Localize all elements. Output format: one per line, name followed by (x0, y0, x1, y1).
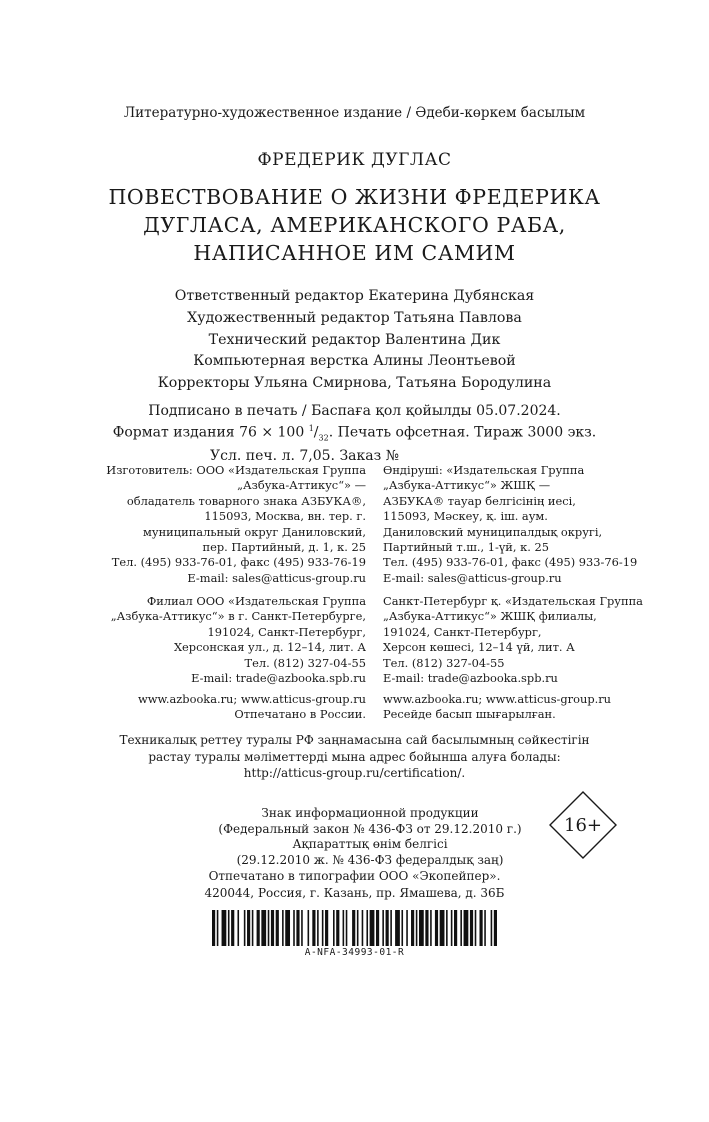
address-line: E-mail: sales@atticus-group.ru (187, 570, 366, 585)
address-line: „Азбука-Аттикус“» — (237, 478, 366, 493)
barcode-bar (382, 910, 384, 946)
barcode-bar (411, 910, 414, 946)
barcode-bar (435, 910, 438, 946)
title-line: НАПИСАННОЕ ИМ САМИМ (193, 241, 516, 265)
credit-line: Художественный редактор Татьяна Павлова (187, 309, 522, 326)
signed-date: Подписано в печать / Баспаға қол қойылды 05.07.2024. (148, 403, 561, 419)
editorial-credits (0, 286, 709, 395)
address-line: „Азбука-Аттикус“» ЖШҚ филиалы, (383, 609, 597, 624)
barcode-bar (464, 910, 469, 946)
barcode-bar (268, 910, 270, 946)
footer-ru (56, 692, 366, 723)
format-line: Формат издания 76 × 100 $^1/_{32}$. Печать офсетная. Тираж 3000 экз. (112, 424, 597, 443)
credit-line: Компьютерная верстка Алины Леонтьевой (193, 353, 516, 370)
barcode-bar (484, 910, 486, 946)
barcode-bar (333, 910, 335, 946)
address-line: Изготовитель: ООО «Издательская Группа (106, 463, 366, 477)
manufacturer-ru (56, 463, 366, 586)
info-sign-line: Ақпараттық өнім белгісі (292, 837, 448, 851)
address-line: Санкт-Петербург қ. «Издательская Группа (383, 594, 643, 608)
barcode-bar (401, 910, 403, 946)
website-line: www.azbooka.ru; www.atticus-group.ru (137, 692, 366, 706)
barcode-bar (352, 910, 355, 946)
address-line: E-mail: sales@atticus-group.ru (383, 570, 562, 585)
website-line: www.azbooka.ru; www.atticus-group.ru (383, 692, 612, 706)
barcode-bar (430, 910, 432, 946)
barcode-bar (231, 910, 234, 946)
address-line: пер. Партийный, д. 1, к. 25 (202, 540, 366, 555)
barcode-bar (460, 910, 462, 946)
barcode-bar (425, 910, 428, 946)
address-line: Тел. (495) 933-76-01, факс (495) 933-76-19 (383, 555, 638, 570)
barcode-bar (296, 910, 299, 946)
barcode-bar (312, 910, 315, 946)
format-denominator: 32 (318, 433, 329, 443)
barcode-bar (406, 910, 408, 946)
barcode-bar (228, 910, 230, 946)
footer-kz (383, 692, 693, 723)
barcode-bar (390, 910, 392, 946)
age-rating-badge (548, 790, 618, 860)
certification-line: Техникалық реттеу туралы РФ заңнамасына сай басылымның сәйкестігін (119, 733, 590, 747)
info-sign-line: (Федеральный закон № 436-ФЗ от 29.12.2010 г.) (218, 821, 522, 836)
info-sign-line: (29.12.2010 ж. № 436-ФЗ федералдық заң) (236, 852, 504, 867)
certification-line: http://atticus-group.ru/certification/. (243, 766, 466, 780)
edition-category: Литературно-художественное издание / Әдеби-көркем басылым (123, 105, 586, 121)
barcode-bar (491, 910, 493, 946)
barcode-bar (370, 910, 375, 946)
barcode-bar (366, 910, 368, 946)
barcode (212, 910, 497, 946)
address-line: АЗБУКА® тауар белгісінің иесі, (383, 493, 576, 508)
barcode-bar (395, 910, 400, 946)
barcode-bar (451, 910, 453, 946)
address-line: „Азбука-Аттикус“» ЖШҚ — (383, 478, 551, 493)
certification-notice (0, 732, 709, 782)
address-line: „Азбука-Аттикус“» в г. Санкт-Петербурге, (110, 609, 366, 624)
barcode-bar (276, 910, 279, 946)
printing-line: Отпечатано в типографии ООО «Экопейпер». (208, 869, 501, 883)
barcode-bar (217, 910, 219, 946)
barcode-bar (301, 910, 303, 946)
printed-in-line: Отпечатано в России. (234, 707, 366, 722)
barcode-bar (322, 910, 324, 946)
barcode-bar (416, 910, 418, 946)
imprint-block (0, 402, 709, 465)
branch-ru (56, 594, 366, 686)
sheets-line: Усл. печ. л. 7,05. Заказ № (210, 448, 399, 465)
barcode-bar (475, 910, 477, 946)
address-line: муниципальный округ Даниловский, (143, 524, 366, 539)
address-line: Тел. (495) 933-76-01, факс (495) 933-76-19 (111, 555, 366, 570)
address-line: 115093, Москва, вн. тер. г. (204, 509, 366, 524)
barcode-bar (261, 910, 266, 946)
certification-line: растау туралы мәліметтерді мына адрес бойынша алуға болады: (148, 749, 561, 764)
branch-kz (383, 594, 693, 686)
info-product-sign (200, 806, 540, 868)
title-line: ПОВЕСТВОВАНИЕ О ЖИЗНИ ФРЕДЕРИКА (108, 185, 601, 209)
barcode-bar (494, 910, 497, 946)
barcode-bar (343, 910, 345, 946)
printing-line: 420044, Россия, г. Казань, пр. Ямашева, д. 36Б (204, 885, 505, 900)
barcode-bar (325, 910, 328, 946)
barcode-number: A-NFA-34993-01-R (304, 947, 405, 958)
barcode-bar (285, 910, 290, 946)
barcode-bar (271, 910, 274, 946)
barcode-bar (222, 910, 227, 946)
address-line: E-mail: trade@azbooka.spb.ru (383, 671, 558, 686)
credit-line: Ответственный редактор Екатерина Дубянская (174, 288, 535, 304)
barcode-bar (386, 910, 389, 946)
address-line: Даниловский муниципалдық округі, (383, 524, 603, 539)
barcode-bar (308, 910, 310, 946)
book-author: ФРЕДЕРИК ДУГЛАС (257, 150, 452, 170)
barcode-bar (336, 910, 339, 946)
title-line: ДУГЛАСА, АМЕРИКАНСКОГО РАБА, (143, 213, 566, 237)
credit-line: Корректоры Ульяна Смирнова, Татьяна Бородулина (157, 375, 552, 392)
address-line: Өндіруші: «Издательская Группа (383, 463, 585, 477)
barcode-bar (419, 910, 424, 946)
printing-house (0, 868, 709, 901)
age-rating-text: 16+ (564, 815, 602, 836)
barcode-bar (357, 910, 359, 946)
address-line: E-mail: trade@azbooka.spb.ru (191, 671, 366, 686)
barcode-bar (252, 910, 254, 946)
barcode-bar (257, 910, 260, 946)
barcode-bar (362, 910, 364, 946)
barcode-bar (247, 910, 250, 946)
barcode-bar (346, 910, 348, 946)
barcode-bar (376, 910, 379, 946)
format-numerator: 1 (308, 424, 314, 433)
address-line: обладатель товарного знака АЗБУКА®, (126, 493, 366, 508)
barcode-bar (244, 910, 246, 946)
info-sign-line: Знак информационной продукции (261, 806, 479, 820)
barcode-bar (317, 910, 319, 946)
format-prefix: Формат издания 76 × 100 (112, 424, 309, 441)
printed-in-line: Ресейде басып шығарылған. (383, 707, 556, 722)
barcode-bar (440, 910, 445, 946)
address-line: 191024, Санкт-Петербург, (207, 624, 366, 639)
credit-line: Технический редактор Валентина Дик (208, 331, 501, 348)
barcode-bar (454, 910, 457, 946)
address-line: Партийный т.ш., 1-үй, к. 25 (383, 540, 549, 555)
barcode-bar (293, 910, 295, 946)
address-line: 115093, Мәскеу, қ. іш. аум. (383, 509, 548, 524)
barcode-bar (446, 910, 448, 946)
barcode-bar (237, 910, 239, 946)
address-line: Тел. (812) 327-04-55 (244, 655, 366, 670)
book-title (0, 183, 709, 267)
barcode-bar (282, 910, 284, 946)
barcode-bar (470, 910, 473, 946)
manufacturer-kz (383, 463, 693, 586)
address-line: 191024, Санкт-Петербург, (383, 624, 542, 639)
address-line: Херсон көшесі, 12–14 үй, лит. А (383, 640, 575, 655)
address-line: Тел. (812) 327-04-55 (383, 655, 505, 670)
barcode-bar (479, 910, 482, 946)
barcode-bar (212, 910, 215, 946)
address-line: Херсонская ул., д. 12–14, лит. А (173, 640, 366, 655)
address-line: Филиал ООО «Издательская Группа (146, 594, 366, 608)
format-suffix: . Печать офсетная. Тираж 3000 экз. (328, 424, 597, 441)
